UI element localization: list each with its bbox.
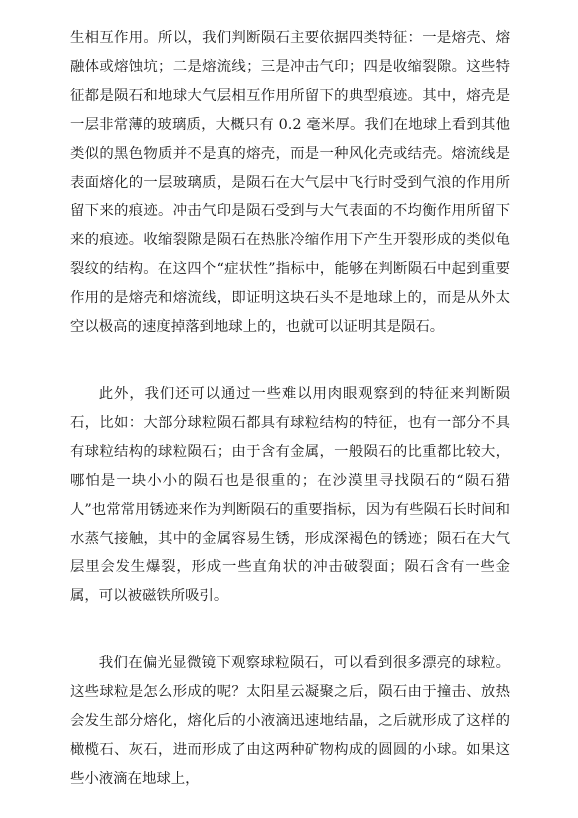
paragraph-3: 我们在偏光显微镜下观察球粒陨石，可以看到很多漂亮的球粒。这些球粒是怎么形成的呢？太阳星云凝聚之后，陨石由于撞击、放热会发生部分熔化，熔化后的小液滴迅速地结晶，之后就形成了这样的橄榄石、灰石，进而形成了由这两种矿物构成的圆圆的小球。如果这些小液滴在地球上， xyxy=(70,655,510,787)
paragraph-gap xyxy=(70,342,510,380)
paragraph-gap xyxy=(70,611,510,649)
paragraph-2: 此外，我们还可以通过一些难以用肉眼观察到的特征来判断陨石，比如：大部分球粒陨石都具有球粒结构的特征，也有一部分不具有球粒结构的球粒陨石；由于含有金属，一般陨石的比重都比较大，哪怕是一块小小的陨石也是很重的；在沙漠里寻找陨石的“陨石猎人”也常常用锈迹来作为判断陨石的重要指标，因为有些陨石长时间和水蒸气接触，其中的金属容易生锈，形成深褐色的锈迹；陨石在大气层里会发生爆裂，形成一些直角状的冲击破裂面；陨石含有一些金属，可以被磁铁所吸引。 xyxy=(70,385,510,605)
document-page xyxy=(70,24,510,794)
paragraph-1: 生相互作用。所以，我们判断陨石主要依据四类特征：一是熔壳、熔融体或熔蚀坑；二是熔流线；三是冲击气印；四是收缩裂隙。这些特征都是陨石和地球大气层相互作用所留下的典型痕迹。其中，熔壳是一层非常薄的玻璃质，大概只有 0.2 毫米厚。我们在地球上看到其他类似的黑色物质并不是真的熔壳，而是一种风化壳或结壳。熔流线是表面熔化的一层玻璃质，是陨石在大气层中飞行时受到气浪的作用所留下来的痕迹。冲击气印是陨石受到与大气表面的不均衡作用所留下来的痕迹。收缩裂隙是陨石在热胀冷缩作用下产生开裂形成的类似龟裂纹的结构。在这四个“症状性”指标中，能够在判断陨石中起到重要作用的是熔壳和熔流线，即证明这块石头不是地球上的，而是从外太空以极高的速度掉落到地球上的，也就可以证明其是陨石。 xyxy=(70,30,510,336)
